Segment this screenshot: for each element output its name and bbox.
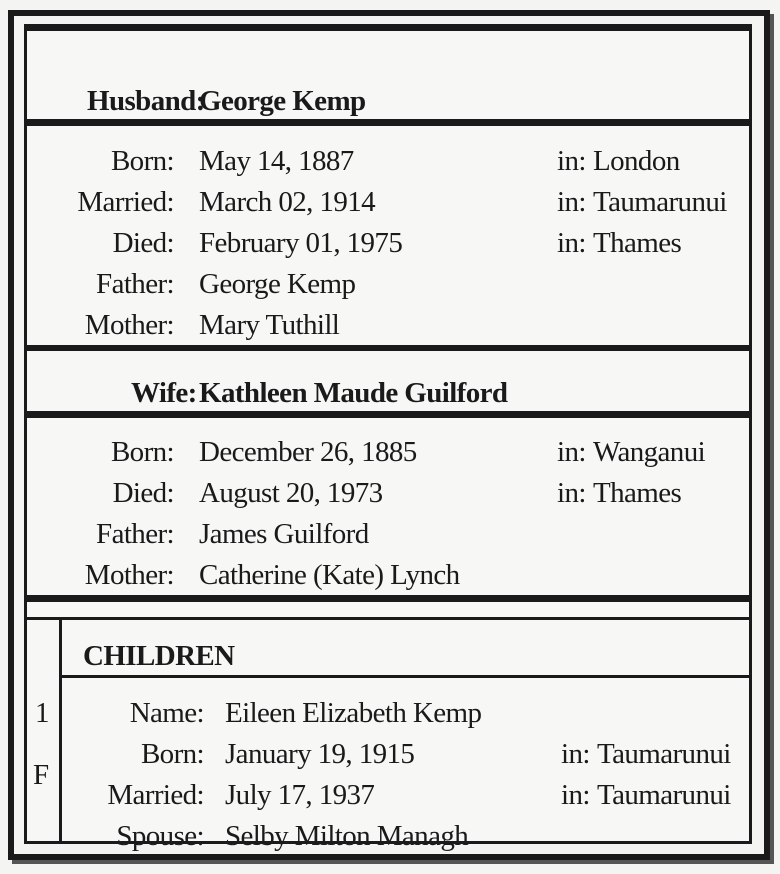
child-1-spouse-label: Spouse:	[116, 820, 204, 852]
husband-born-label: Born:	[110, 145, 174, 177]
wife-born-date: December 26, 1885	[199, 436, 417, 468]
child-1-number: 1	[35, 697, 49, 729]
husband-mother-label: Mother:	[84, 309, 174, 341]
sheet-inner-border	[24, 24, 752, 852]
husband-mother-name: Mary Tuthill	[199, 309, 340, 341]
child-1-spouse-name: Selby Milton Managh	[225, 820, 469, 852]
husband-died-in-label: in:	[557, 227, 586, 259]
husband-father-label: Father:	[96, 268, 174, 300]
husband-heading-label: Husband:	[87, 85, 205, 117]
child-1-name: Eileen Elizabeth Kemp	[225, 697, 482, 729]
wife-father-name: James Guilford	[199, 518, 369, 550]
child-1-name-label: Name:	[129, 697, 204, 729]
children-heading: CHILDREN	[83, 640, 235, 672]
wife-mother-name: Catherine (Kate) Lynch	[199, 559, 460, 591]
husband-heading-rule	[27, 119, 749, 126]
wife-section-rule	[27, 595, 749, 602]
children-top-rule	[27, 617, 749, 620]
wife-heading-rule	[27, 411, 749, 418]
child-1-sex: F	[33, 759, 49, 791]
child-1-married-in-label: in:	[561, 779, 590, 811]
husband-died-label: Died:	[112, 227, 174, 259]
husband-born-in-label: in:	[557, 145, 586, 177]
wife-born-place: Wanganui	[593, 436, 706, 468]
children-heading-rule	[59, 675, 749, 678]
wife-father-label: Father:	[96, 518, 174, 550]
husband-died-place: Thames	[593, 227, 682, 259]
wife-heading-label: Wife:	[131, 377, 197, 409]
husband-married-date: March 02, 1914	[199, 186, 376, 218]
husband-born-place: London	[593, 145, 680, 177]
husband-section-rule	[27, 345, 749, 351]
wife-died-in-label: in:	[557, 477, 586, 509]
wife-name: Kathleen Maude Guilford	[199, 377, 508, 409]
child-1-born-date: January 19, 1915	[225, 738, 415, 770]
husband-married-label: Married:	[77, 186, 174, 218]
husband-married-place: Taumarunui	[593, 186, 727, 218]
husband-born-date: May 14, 1887	[199, 145, 354, 177]
child-1-married-date: July 17, 1937	[225, 779, 375, 811]
child-1-born-in-label: in:	[561, 738, 590, 770]
children-number-column-rule	[59, 617, 62, 841]
child-1-married-place: Taumarunui	[597, 779, 731, 811]
family-group-sheet	[8, 10, 770, 860]
husband-name: George Kemp	[199, 85, 366, 117]
top-rule	[27, 27, 749, 31]
wife-mother-label: Mother:	[84, 559, 174, 591]
husband-married-in-label: in:	[557, 186, 586, 218]
husband-father-name: George Kemp	[199, 268, 356, 300]
child-1-married-label: Married:	[107, 779, 204, 811]
wife-born-in-label: in:	[557, 436, 586, 468]
child-1-born-place: Taumarunui	[597, 738, 731, 770]
wife-died-place: Thames	[593, 477, 682, 509]
wife-died-label: Died:	[112, 477, 174, 509]
husband-died-date: February 01, 1975	[199, 227, 403, 259]
wife-died-date: August 20, 1973	[199, 477, 383, 509]
child-1-born-label: Born:	[140, 738, 204, 770]
wife-born-label: Born:	[110, 436, 174, 468]
